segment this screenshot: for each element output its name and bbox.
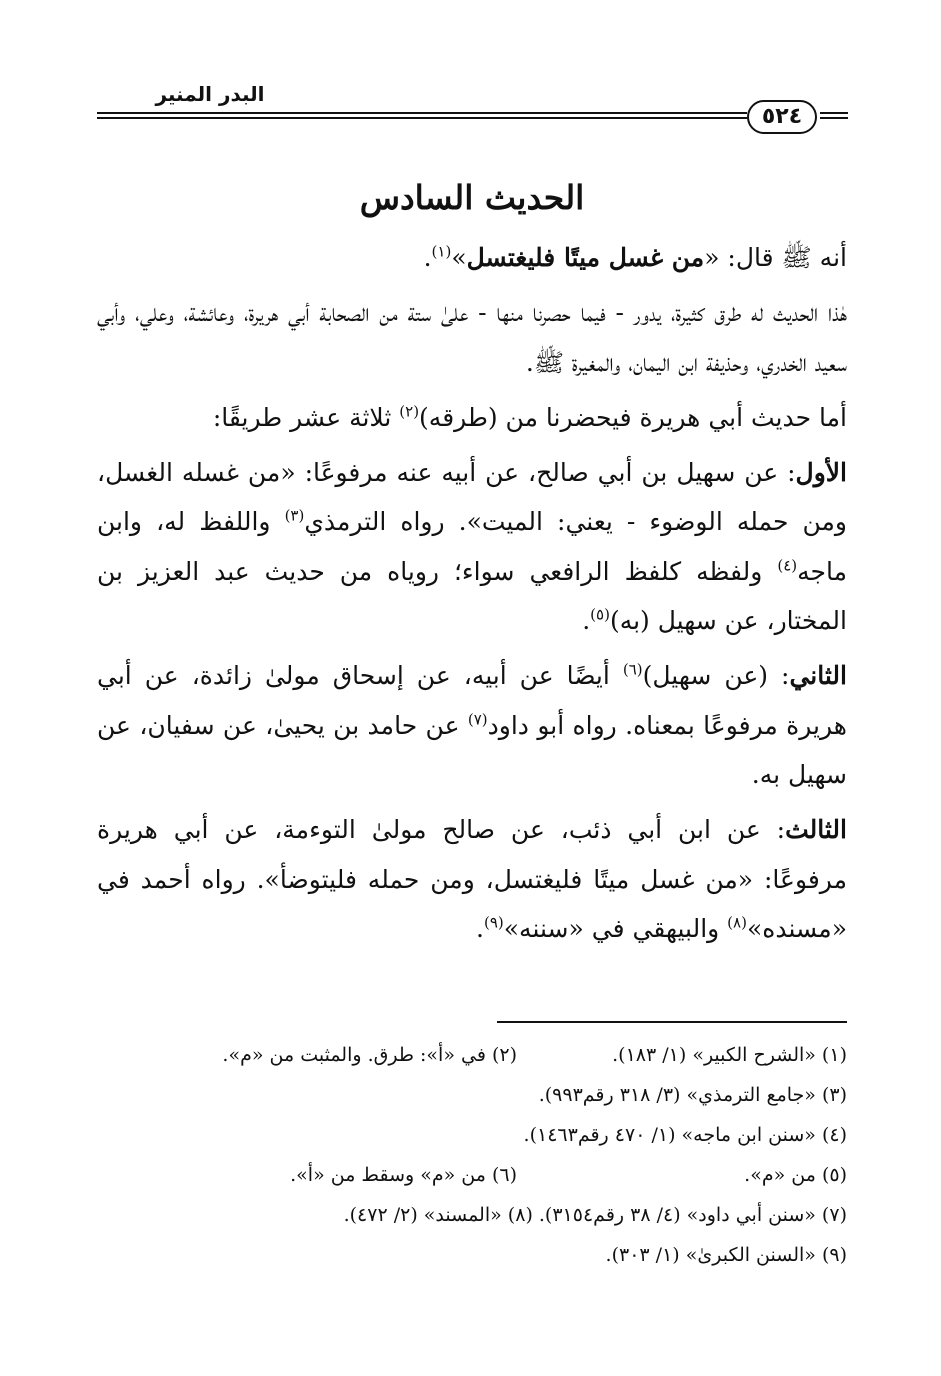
footnote: (٩) «السنن الكبرىٰ» (١/ ٣٠٣). (605, 1244, 847, 1266)
route-label: الثالث (785, 815, 847, 845)
header-rule (97, 112, 747, 122)
footnote-ref: (٤) (777, 556, 798, 575)
paragraph: أما حديث أبي هريرة فيحضرنا من (طرقه)$^{(٢)}$ ثلاثة عشر طريقًا: (212, 402, 847, 432)
footnote-ref: (٦) (622, 661, 643, 680)
footnote: (١) «الشرح الكبير» (١/ ١٨٣). (612, 1044, 847, 1066)
footnote: (٤) «سنن ابن ماجه» (١/ ٤٧٠ رقم١٤٦٣). (523, 1124, 847, 1146)
paragraph: الثالث: عن ابن أبي ذئب، عن صالح مولىٰ التوءمة، عن أبي هريرة مرفوعًا: «من غسل ميتًا فليغتسل، ومن حمله فليتوضأ». رواه أحمد في «مسنده»$^{(٨)}$ والبيهقي في «سننه»$^{(٩)}$. (97, 815, 847, 943)
route-label: الأول (795, 458, 847, 488)
footnote: (٦) من «م» وسقط من «أ». (290, 1164, 517, 1186)
header-rule-short (820, 112, 848, 122)
page-number: ٥٢٤ (747, 100, 817, 134)
footnote: (٥) من «م». (744, 1164, 847, 1186)
footnote: (٣) «جامع الترمذي» (٣/ ٣١٨ رقم٩٩٣). (538, 1084, 847, 1106)
main-text (97, 233, 847, 959)
footnote-ref: (٨) (727, 913, 747, 932)
paragraph: هٰذا الحديث له طرق كثيرة، يدور - فيما حصرنا منها - علىٰ ستة من الصحابة أبي هريرة، وعائشة، وعلي، وأبي سعيد الخدري، وحذيفة ابن اليمان، والمغيرة ﷺ. (97, 298, 847, 377)
running-head-title: البدر المنير (155, 82, 265, 106)
footnote: (٢) في «أ»: طرق. والمثبت من «م». (222, 1044, 517, 1066)
hadith-text: من غسل ميتًا فليغتسل (466, 243, 705, 272)
section-title: الحديث السادس (359, 178, 585, 217)
route-label: الثاني (789, 661, 847, 691)
footnote-ref: (٧) (467, 710, 488, 729)
footnote-separator (497, 1021, 847, 1023)
footnotes (97, 1035, 847, 1275)
footnote-ref: (٩) (483, 913, 504, 932)
paragraph: الأول: عن سهيل بن أبي صالح، عن أبيه عنه مرفوعًا: «من غسله الغسل، ومن حمله الوضوء - يعني: الميت». رواه الترمذي$^{(٣)}$ واللفظ له، وابن ماجه$^{(٤)}$ ولفظه كلفظ الرافعي سواء؛ روياه من حديث عبد العزيز بن المختار، عن سهيل (به)$^{(٥)}$. (97, 458, 847, 636)
footnote-ref: (٣) (284, 507, 305, 526)
footnote: (٧) «سنن أبي داود» (٤/ ٣٨ رقم٣١٥٤). (٨) «المسند» (٢/ ٤٧٢). (343, 1204, 847, 1226)
footnote-ref: (١) (431, 242, 452, 261)
paragraph: الثاني: (عن سهيل)$^{(٦)}$ أيضًا عن أبيه، عن إسحاق مولىٰ زائدة، عن أبي هريرة مرفوعًا بمعناه. رواه أبو داود$^{(٧)}$ عن حامد بن يحيىٰ، عن سفيان، عن سهيل به. (97, 661, 847, 789)
footnote-ref: (٢) (399, 402, 420, 421)
footnote-ref: (٥) (590, 605, 610, 624)
hadith-line: أنه ﷺ قال: «من غسل ميتًا فليغتسل»$^{(١)}$. (423, 242, 847, 272)
